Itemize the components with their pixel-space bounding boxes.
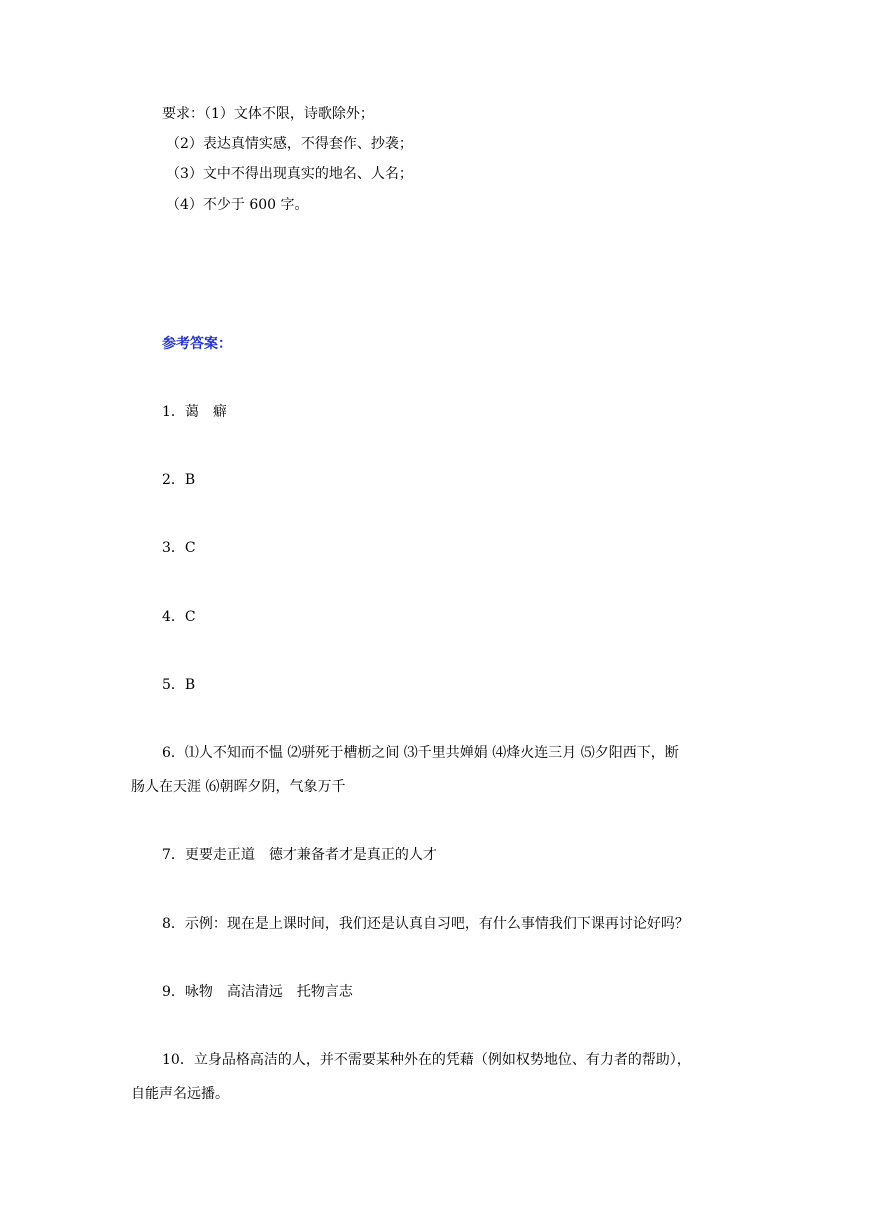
answer-item-6-continued: 肠人在天涯 ⑹朝晖夕阴，气象万千 [131, 779, 346, 795]
answer-item-5: 5．B [162, 677, 196, 693]
answer-item-6: 6．⑴人不知而不愠 ⑵骈死于槽枥之间 ⑶千里共婵娟 ⑷烽火连三月 ⑸夕阳西下，断 [162, 745, 679, 761]
answer-item-2: 2．B [162, 472, 196, 488]
answer-item-4: 4．C [162, 609, 196, 625]
answer-item-3: 3．C [162, 540, 196, 556]
answer-item-10: 10．立身品格高洁的人，并不需要某种外在的凭藉（例如权势地位、有力者的帮助）， [162, 1052, 691, 1068]
answer-item-9: 9．咏物 高洁清远 托物言志 [162, 984, 353, 1000]
answer-item-10-continued: 自能声名远播。 [131, 1086, 229, 1102]
answer-item-8: 8．示例：现在是上课时间，我们还是认真自习吧，有什么事情我们下课再讨论好吗？ [162, 916, 689, 932]
answer-item-1: 1．蔼 癖 [162, 404, 227, 420]
answers-heading: 参考答案： [162, 336, 232, 352]
requirement-item: （2）表达真情实感，不得套作、抄袭； [166, 136, 413, 152]
requirement-item: （3）文中不得出现真实的地名、人名； [166, 166, 413, 182]
requirement-item: （4）不少于 600 字。 [166, 197, 309, 213]
answer-item-7: 7．更要走正道 德才兼备者才是真正的人才 [162, 847, 437, 863]
requirements-intro: 要求：（1）文体不限，诗歌除外； [162, 106, 374, 122]
